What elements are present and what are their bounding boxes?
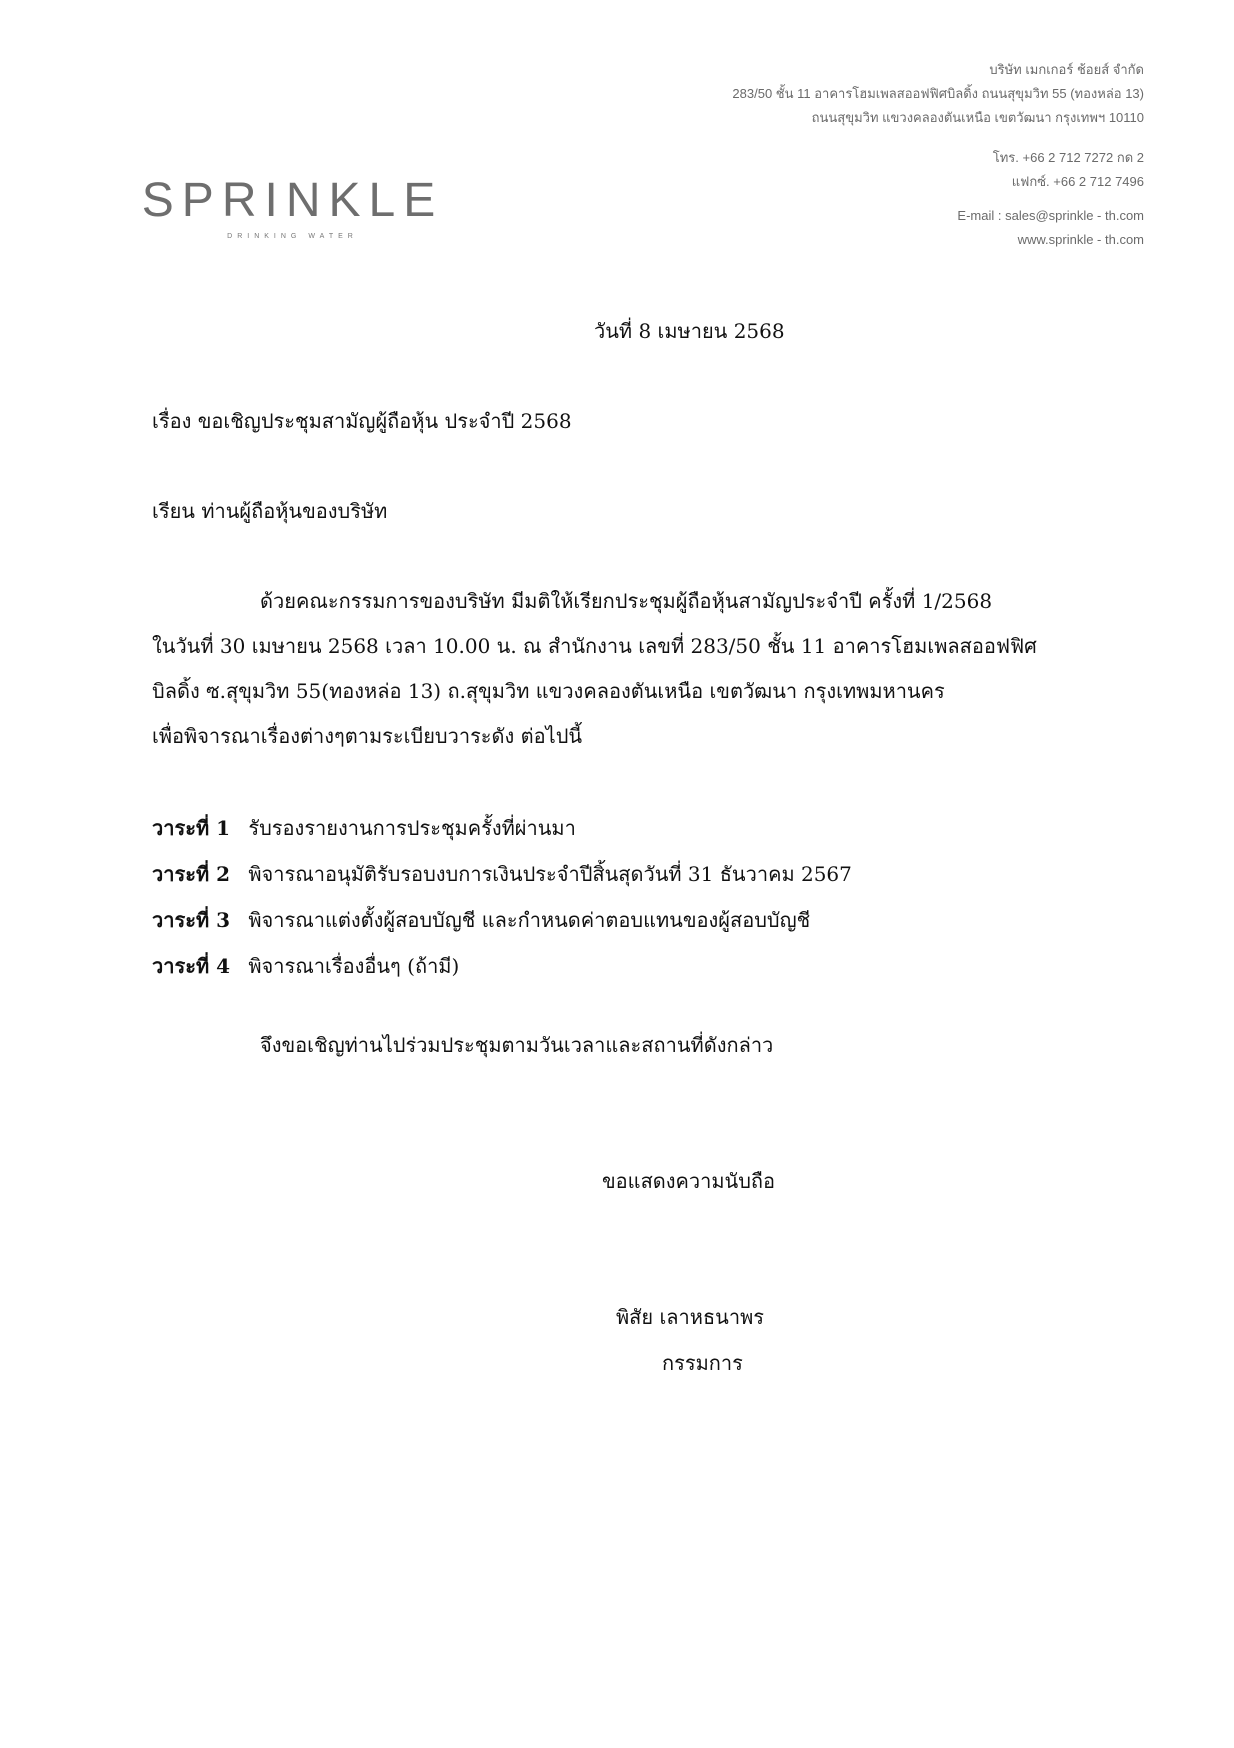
agenda-text: พิจารณาแต่งตั้งผู้สอบบัญชี และกำหนดค่าตอบแทนของผู้สอบบัญชี — [248, 908, 811, 932]
agenda-text: พิจารณาเรื่องอื่นๆ (ถ้ามี) — [248, 954, 460, 978]
agenda-item — [152, 951, 1052, 997]
agenda-item — [152, 905, 1052, 951]
agenda-item — [152, 813, 1052, 859]
agenda-number: วาระที่ 1 — [152, 816, 231, 840]
company-address-line2: ถนนสุขุมวิท แขวงคลองตันเหนือ เขตวัฒนา กรุงเทพฯ 10110 — [811, 110, 1144, 125]
agenda-number: วาระที่ 4 — [152, 954, 231, 978]
letter-date: วันที่ 8 เมษายน 2568 — [594, 319, 785, 343]
body-line: ด้วยคณะกรรมการของบริษัท มีมติให้เรียกประชุมผู้ถือหุ้นสามัญประจำปี ครั้งที่ 1/2568 — [260, 589, 993, 613]
closing-sentence: จึงขอเชิญท่านไปร่วมประชุมตามวันเวลาและสถานที่ดังกล่าว — [260, 1033, 774, 1057]
agenda-number: วาระที่ 2 — [152, 862, 231, 886]
company-logo — [140, 175, 445, 240]
body-line: ในวันที่ 30 เมษายน 2568 เวลา 10.00 น. ณ สำนักงาน เลขที่ 283/50 ชั้น 11 อาคารโฮมเพลสออฟฟิศ — [152, 634, 1037, 658]
sign-off: ขอแสดงความนับถือ — [602, 1169, 776, 1193]
logo-wordmark: SPRINKLE — [141, 174, 444, 227]
signer-name: พิสัย เลาหธนาพร — [616, 1305, 765, 1329]
agenda-item — [152, 859, 1052, 905]
company-address-line1: 283/50 ชั้น 11 อาคารโฮมเพลสออฟฟิศบิลดิ้ง ถนนสุขุมวิท 55 (ทองหล่อ 13) — [732, 86, 1144, 101]
logo-subtitle: DRINKING WATER — [227, 233, 358, 240]
body-line: เพื่อพิจารณาเรื่องต่างๆตามระเบียบวาระดัง ต่อไปนี้ — [152, 724, 583, 748]
agenda-text: รับรองรายงานการประชุมครั้งที่ผ่านมา — [248, 816, 576, 840]
company-details — [584, 58, 1144, 252]
signer-position: กรรมการ — [662, 1351, 743, 1375]
company-fax: แฟกซ์. +66 2 712 7496 — [1011, 174, 1144, 189]
agenda-number: วาระที่ 3 — [152, 908, 231, 932]
agenda-list — [152, 813, 1052, 997]
letter-subject: เรื่อง ขอเชิญประชุมสามัญผู้ถือหุ้น ประจำปี 2568 — [152, 409, 572, 433]
company-name: บริษัท เมกเกอร์ ช้อยส์ จำกัด — [989, 62, 1144, 77]
letter-recipient: เรียน ท่านผู้ถือหุ้นของบริษัท — [152, 499, 388, 523]
agenda-text: พิจารณาอนุมัติรับรอบงบการเงินประจำปีสิ้นสุดวันที่ 31 ธันวาคม 2567 — [248, 862, 852, 886]
company-email: E-mail : sales@sprinkle - th.com — [957, 208, 1144, 223]
company-website: www.sprinkle - th.com — [1017, 232, 1144, 247]
letter-body — [152, 586, 1050, 766]
company-phone: โทร. +66 2 712 7272 กด 2 — [992, 150, 1144, 165]
body-line: บิลดิ้ง ซ.สุขุมวิท 55(ทองหล่อ 13) ถ.สุขุมวิท แขวงคลองตันเหนือ เขตวัฒนา กรุงเทพมหานคร — [152, 679, 945, 703]
